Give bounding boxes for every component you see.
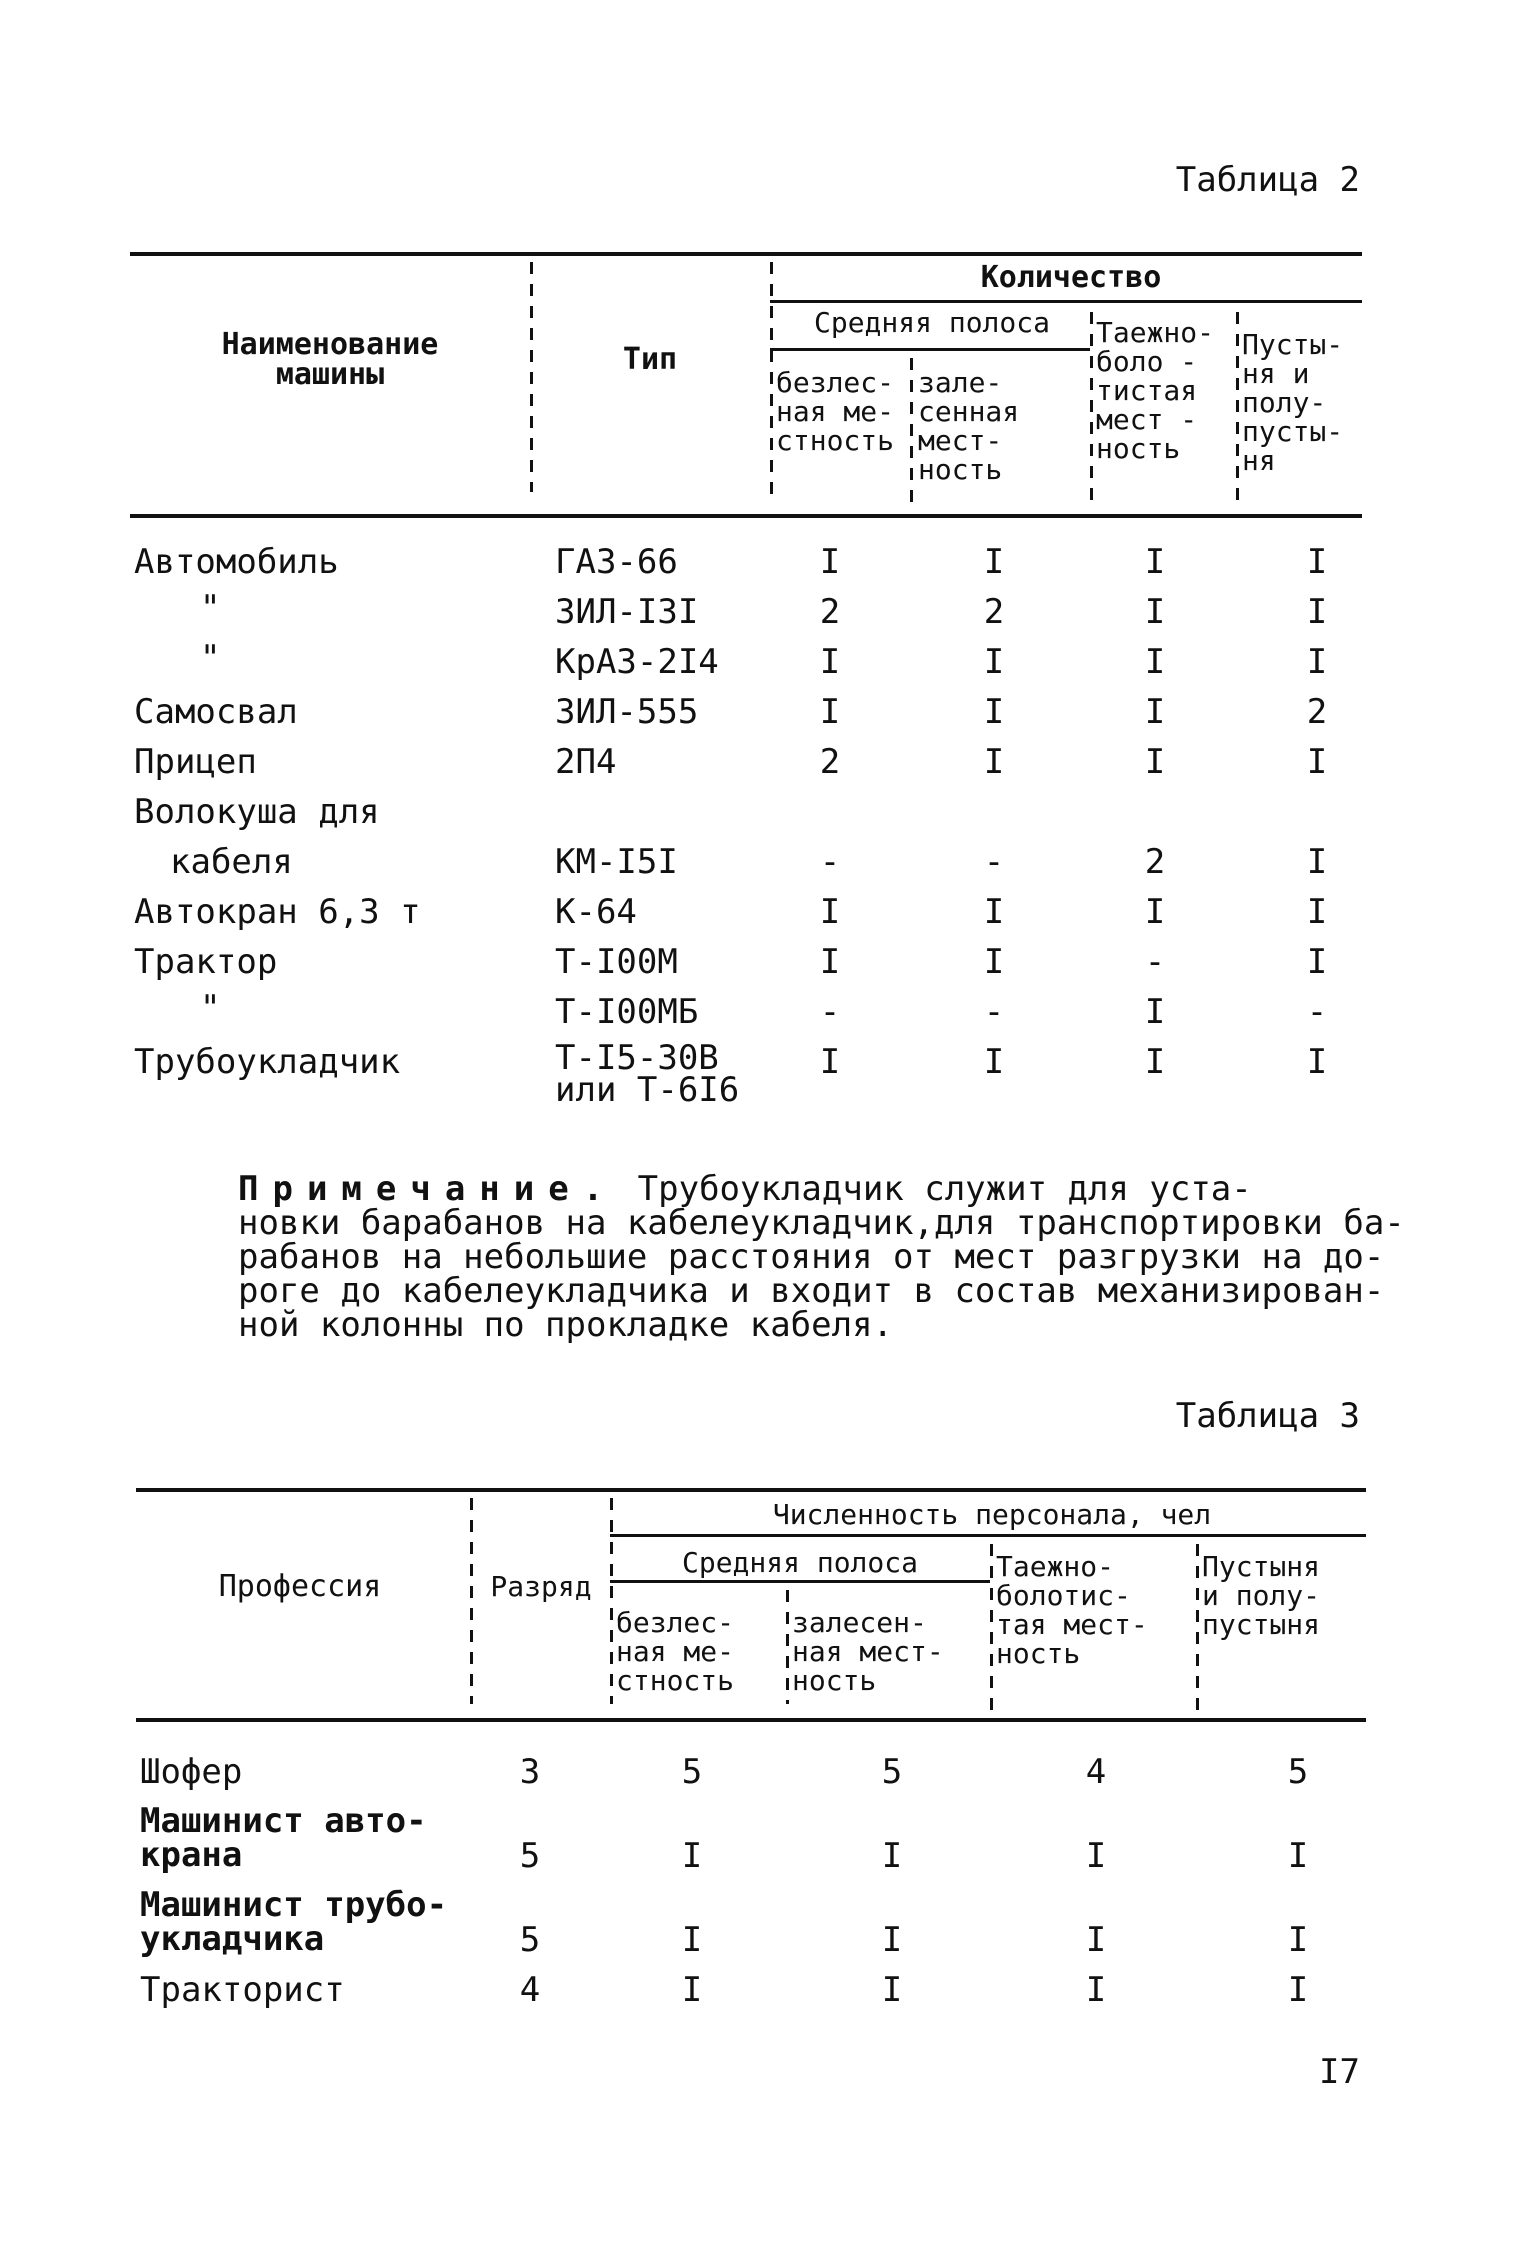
table3-head-taiga: Таежно- болотис- тая мест- ность — [996, 1550, 1148, 1670]
table2-cell-qty: 2 — [983, 592, 1005, 632]
table2-cell-name: Автомобиль — [134, 542, 339, 582]
table2-cell-qty: I — [1144, 1042, 1166, 1082]
table2-cell-qty: I — [1144, 992, 1166, 1032]
table3-top-rule — [136, 1488, 1366, 1492]
table2-head-type: Тип — [622, 342, 678, 377]
table3-cell-qty: I — [881, 1836, 903, 1876]
table3-cell-qty: I — [1085, 1970, 1107, 2010]
table3-head-desert: Пустыня и полу- пустыня — [1202, 1550, 1321, 1641]
table3-cell-qty: I — [881, 1920, 903, 1960]
table2-cell-qty: 2 — [1144, 842, 1166, 882]
table2-head-taiga: Таежно- боло - тистая мест - ность — [1096, 316, 1215, 465]
note-line: рабанов на небольшие расстояния от мест разгрузки на до- — [238, 1237, 1385, 1277]
table3-cell-qty: I — [681, 1970, 703, 2010]
table3-cell-qty: 5 — [881, 1752, 903, 1792]
table2-cell-name: кабеля — [170, 842, 293, 882]
table2-cell-qty: I — [1144, 692, 1166, 732]
table3-cell-grade: 5 — [519, 1836, 541, 1876]
table3-head-grade: Разряд — [490, 1570, 592, 1603]
table2-top-rule — [130, 252, 1362, 256]
note-text: Трубоукладчик служит для уста- — [637, 1169, 1252, 1209]
table2-cell-type: ЗИЛ-555 — [555, 692, 699, 732]
table2-cell-name: Трубоукладчик — [134, 1042, 401, 1082]
table3-cell-name: Тракторист — [140, 1970, 345, 2010]
table2-cell-qty: I — [819, 642, 841, 682]
table2-cell-qty: - — [1144, 942, 1166, 982]
table3-head-profession: Профессия — [218, 1569, 382, 1604]
table3-divider — [470, 1498, 473, 1704]
table2-quantity-rule — [770, 300, 1362, 303]
table2-cell-qty: I — [1144, 642, 1166, 682]
table3-head-midband: Средняя полоса — [681, 1546, 918, 1579]
table2-cell-qty: I — [1144, 742, 1166, 782]
table2-header-rule — [130, 514, 1362, 518]
table2-cell-qty: I — [819, 542, 841, 582]
table2-cell-qty: I — [1306, 842, 1328, 882]
table3-divider — [1196, 1544, 1199, 1710]
table2-cell-qty: - — [983, 842, 1005, 882]
table2-cell-qty: I — [983, 642, 1005, 682]
table2-cell-name: Автокран 6,3 т — [134, 892, 421, 932]
note-first-line — [238, 1169, 1252, 1209]
table2-cell-type: К-64 — [555, 892, 637, 932]
note-line: новки барабанов на кабелеукладчик,для транспортировки ба- — [238, 1203, 1405, 1243]
table2-cell-qty: - — [819, 842, 841, 882]
table2-caption: Таблица 2 — [1175, 160, 1360, 200]
table2-cell-qty: 2 — [819, 592, 841, 632]
table3-midband-rule — [610, 1580, 990, 1583]
table2-cell-name: " — [200, 988, 221, 1028]
table2-cell-type: ЗИЛ-I3I — [555, 592, 699, 632]
table3-head-staff: Численность персонала, чел — [772, 1498, 1212, 1531]
table2-divider — [1090, 312, 1093, 508]
table2-cell-qty: I — [983, 892, 1005, 932]
table3-cell-grade: 5 — [519, 1920, 541, 1960]
table3-staff-rule — [610, 1534, 1366, 1537]
table2-cell-name: Прицеп — [134, 742, 257, 782]
table3-header-rule — [136, 1718, 1366, 1722]
table3-divider — [990, 1544, 993, 1710]
table2-cell-type: Т-I00МБ — [555, 992, 699, 1032]
table2-cell-qty: I — [983, 742, 1005, 782]
table3-cell-name: Машинист трубо- укладчика — [140, 1885, 448, 1959]
page-number: I7 — [1319, 2052, 1360, 2092]
table3-cell-qty: I — [1085, 1836, 1107, 1876]
table2-divider — [530, 262, 533, 492]
table2-cell-qty: I — [1144, 542, 1166, 582]
table2-cell-qty: I — [1306, 742, 1328, 782]
table3-cell-qty: 4 — [1085, 1752, 1107, 1792]
table2-cell-qty: I — [983, 942, 1005, 982]
table2-cell-qty: - — [1306, 992, 1328, 1032]
table2-cell-type: ГАЗ-66 — [555, 542, 678, 582]
table2-cell-qty: I — [819, 692, 841, 732]
table2-head-name: Наименование машины — [221, 327, 439, 392]
table2-cell-name: Трактор — [134, 942, 278, 982]
table3-divider — [786, 1590, 789, 1704]
table2-cell-name: Самосвал — [134, 692, 298, 732]
table2-midband-rule — [770, 348, 1090, 351]
table3-cell-name: Машинист авто- крана — [140, 1801, 427, 1875]
table3-head-treeless: безлес- ная ме- стность — [616, 1606, 735, 1697]
table2-cell-qty: I — [1306, 942, 1328, 982]
table3-cell-grade: 3 — [519, 1752, 541, 1792]
table2-head-midband: Средняя полоса — [813, 306, 1050, 339]
table2-cell-type: Т-I5-30В или Т-6I6 — [555, 1038, 740, 1110]
table2-cell-qty: I — [819, 892, 841, 932]
table2-cell-qty: 2 — [1306, 692, 1328, 732]
table2-head-forested: зале- сенная мест- ность — [918, 366, 1020, 486]
table2-divider — [1236, 312, 1239, 508]
table3-cell-qty: I — [881, 1970, 903, 2010]
table2-divider — [770, 262, 773, 502]
table2-cell-type: Т-I00М — [555, 942, 678, 982]
table2-cell-qty: I — [1306, 642, 1328, 682]
table2-cell-qty: I — [819, 1042, 841, 1082]
table2-cell-qty: 2 — [819, 742, 841, 782]
table2-cell-name: " — [200, 638, 221, 678]
table2-cell-qty: I — [1306, 892, 1328, 932]
table2-cell-type: 2П4 — [555, 742, 617, 782]
table3-caption: Таблица 3 — [1175, 1396, 1360, 1436]
table3-cell-qty: I — [1085, 1920, 1107, 1960]
table3-cell-qty: I — [1287, 1836, 1309, 1876]
table2-cell-qty: I — [1306, 1042, 1328, 1082]
table3-cell-qty: I — [681, 1920, 703, 1960]
table3-cell-qty: I — [1287, 1920, 1309, 1960]
table3-cell-grade: 4 — [519, 1970, 541, 2010]
table2-cell-qty: I — [983, 1042, 1005, 1082]
table3-divider — [610, 1498, 613, 1704]
table2-divider — [910, 358, 913, 508]
table2-head-treeless: безлес- ная ме- стность — [776, 366, 895, 457]
table2-cell-qty: I — [1306, 592, 1328, 632]
table3-cell-qty: I — [1287, 1970, 1309, 2010]
table2-head-quantity: Количество — [980, 260, 1162, 295]
table2-cell-qty: - — [819, 992, 841, 1032]
table2-cell-qty: I — [983, 692, 1005, 732]
table2-cell-qty: - — [983, 992, 1005, 1032]
table3-cell-name: Шофер — [140, 1752, 243, 1792]
note-label: Примечание. — [238, 1169, 618, 1209]
table3-head-forested: залесен- ная мест- ность — [792, 1606, 944, 1697]
table2-cell-name: " — [200, 588, 221, 628]
table2-cell-name: Волокуша для — [134, 792, 380, 832]
table2-cell-type: КрАЗ-2I4 — [555, 642, 719, 682]
table3-cell-qty: 5 — [1287, 1752, 1309, 1792]
table2-cell-type: КМ-I5I — [555, 842, 678, 882]
table2-cell-qty: I — [819, 942, 841, 982]
table2-cell-qty: I — [1144, 892, 1166, 932]
note-line: ной колонны по прокладке кабеля. — [238, 1305, 894, 1345]
table2-cell-qty: I — [1144, 592, 1166, 632]
table3-cell-qty: I — [681, 1836, 703, 1876]
table2-head-desert: Пусты- ня и полу- пусты- ня — [1242, 328, 1344, 477]
table2-cell-qty: I — [983, 542, 1005, 582]
table3-cell-qty: 5 — [681, 1752, 703, 1792]
table2-cell-qty: I — [1306, 542, 1328, 582]
note-line: роге до кабелеукладчика и входит в состав механизирован- — [238, 1271, 1385, 1311]
